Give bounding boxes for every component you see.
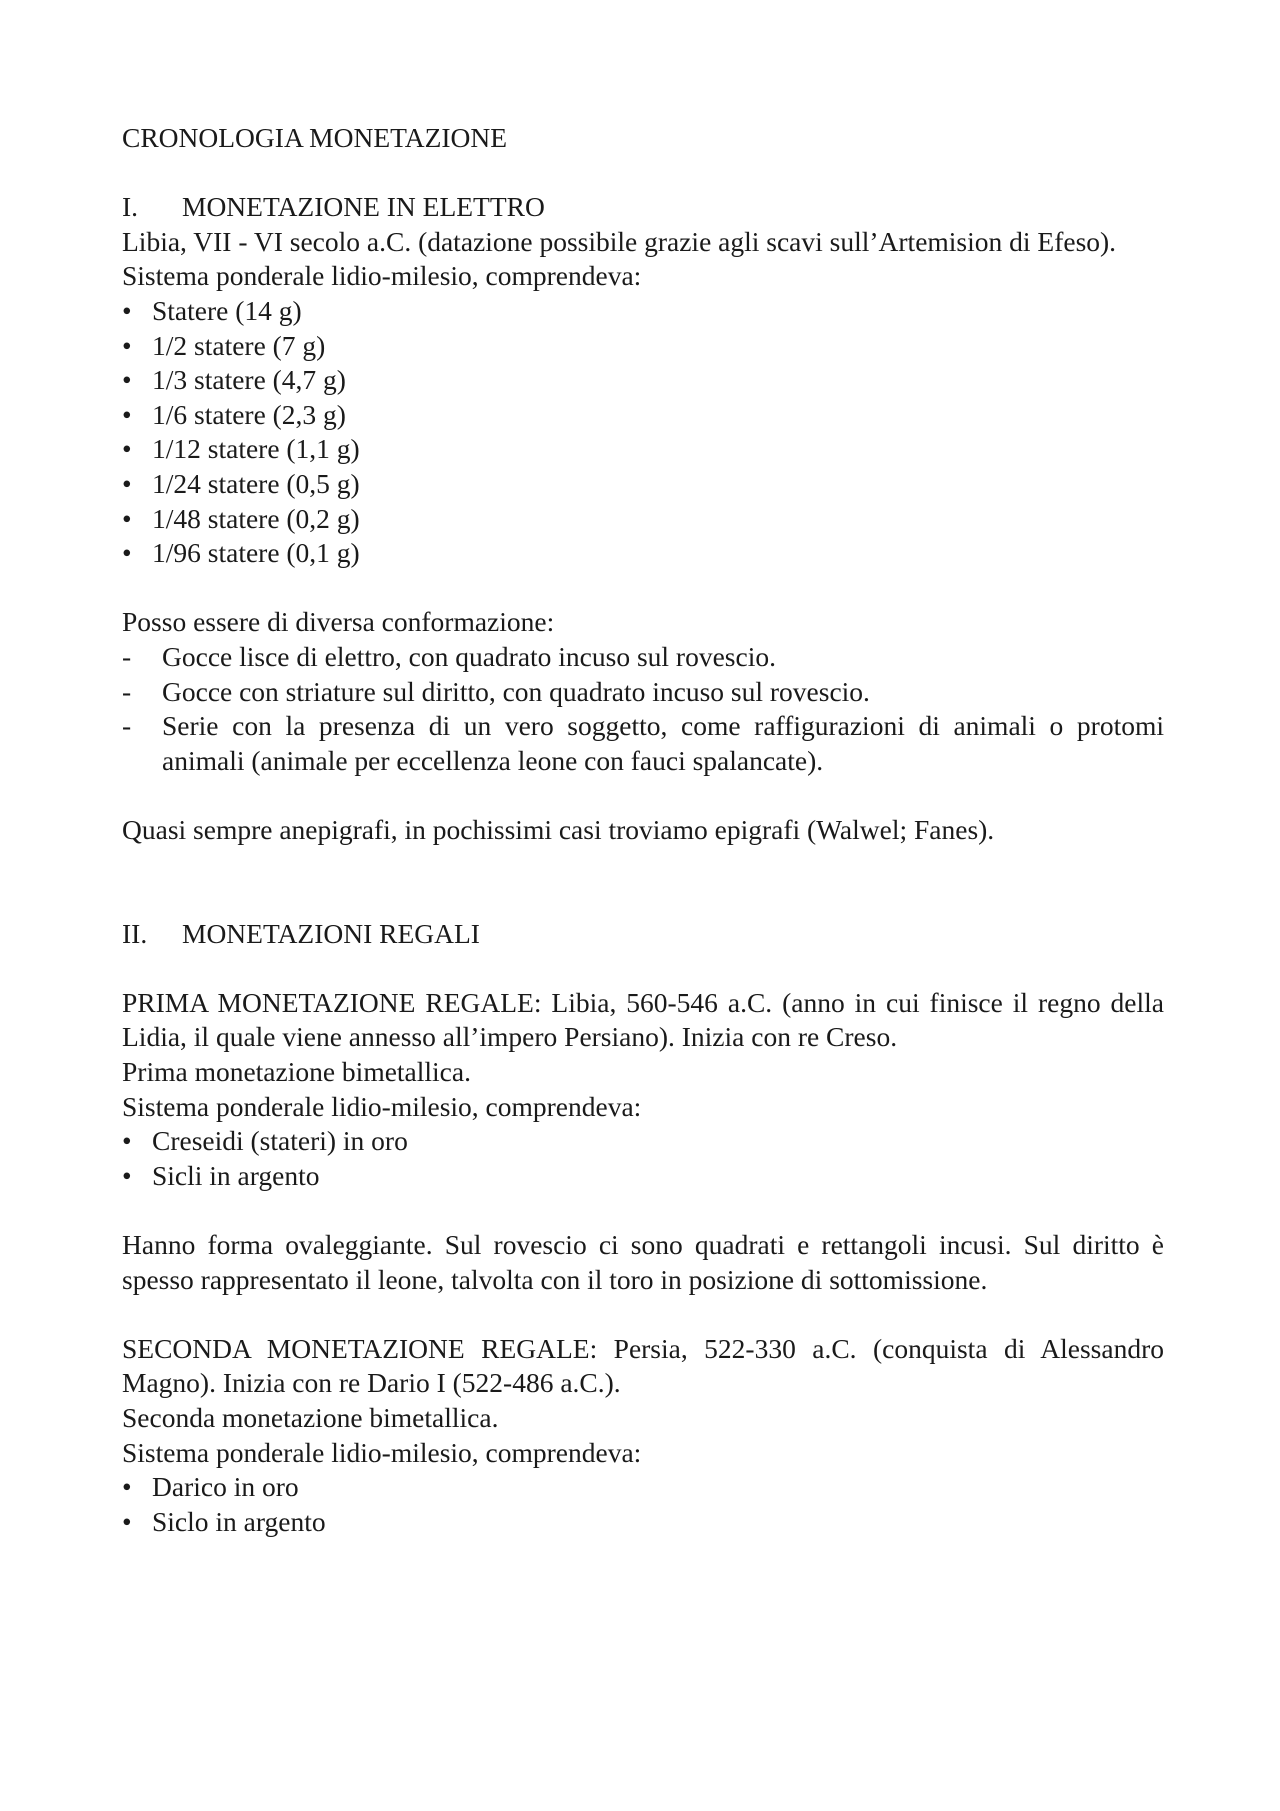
list-item: • 1/3 statere (4,7 g) (122, 363, 1164, 398)
first-regal-description: Hanno forma ovaleggiante. Sul rovescio ci sono quadrati e rettangoli incusi. Sul diritto è spesso rappresentato il leone, talvolta con il toro in posizione di sottomissione. (122, 1229, 1164, 1295)
second-bimetal: Seconda monetazione bimetallica. (122, 1401, 499, 1433)
list-item: • Creseidi (stateri) in oro (122, 1124, 1164, 1159)
list-item: • 1/48 statere (0,2 g) (122, 502, 1164, 537)
shapes-list (122, 640, 1164, 778)
section-intro: Libia, VII - VI secolo a.C. (datazione possibile grazie agli scavi sull’Artemision di Efeso). (122, 225, 1117, 257)
weight-system: Sistema ponderale lidio-milesio, comprendeva: (122, 1090, 642, 1122)
dash-marker: - (122, 710, 132, 742)
bullet-marker: • (122, 364, 132, 396)
list-item: • 1/6 statere (2,3 g) (122, 398, 1164, 433)
bullet-marker: • (122, 329, 132, 361)
dash-marker: - (122, 675, 132, 707)
weight-system: Sistema ponderale lidio-milesio, comprendeva: (122, 1436, 642, 1468)
list-item: • Sicli in argento (122, 1159, 1164, 1194)
first-regal-lead: PRIMA MONETAZIONE REGALE: Libia, 560-546 a.C. (anno in cui finisce il regno della Lidia, il quale viene annesso all’impero Persiano). Inizia con re Creso. (122, 986, 1164, 1053)
list-item: - Serie con la presenza di un vero soggetto, come raffigurazioni di animali o protomi animali (animale per eccellenza leone con fauci spalancate). (122, 710, 1164, 776)
dash-marker: - (122, 640, 132, 672)
bullet-marker: • (122, 1471, 132, 1503)
shapes-intro: Posso essere di diversa conformazione: (122, 606, 555, 638)
list-item: • Darico in oro (122, 1470, 1164, 1505)
second-regal-lead: SECONDA MONETAZIONE REGALE: Persia, 522-330 a.C. (conquista di Alessandro Magno). Inizia con re Dario I (522-486 a.C.). (122, 1332, 1164, 1399)
denomination-list (122, 294, 1164, 571)
weight-system: Sistema ponderale lidio-milesio, comprendeva: (122, 260, 642, 292)
first-bimetal: Prima monetazione bimetallica. (122, 1056, 471, 1088)
second-coin-list (122, 1470, 1164, 1539)
list-item: • 1/2 statere (7 g) (122, 329, 1164, 364)
section-title: MONETAZIONE IN ELETTRO (182, 191, 545, 223)
bullet-marker: • (122, 467, 132, 499)
bullet-marker: • (122, 1159, 132, 1191)
bullet-marker: • (122, 1505, 132, 1537)
bullet-marker: • (122, 1125, 132, 1157)
section-note: Quasi sempre anepigrafi, in pochissimi casi troviamo epigrafi (Walwel; Fanes). (122, 813, 995, 845)
first-coin-list (122, 1124, 1164, 1193)
bullet-marker: • (122, 433, 132, 465)
bullet-marker: • (122, 502, 132, 534)
section-heading-2 (122, 917, 1164, 952)
list-item: • 1/24 statere (0,5 g) (122, 467, 1164, 502)
list-item: • 1/96 statere (0,1 g) (122, 536, 1164, 571)
section-number: I. (122, 191, 139, 223)
section-title: MONETAZIONI REGALI (182, 917, 480, 949)
bullet-marker: • (122, 294, 132, 326)
list-item: • Siclo in argento (122, 1505, 1164, 1540)
document-page (122, 121, 1164, 1539)
list-item: • Statere (14 g) (122, 294, 1164, 329)
document-title: CRONOLOGIA MONETAZIONE (122, 122, 508, 153)
list-item: - Gocce lisce di elettro, con quadrato incuso sul rovescio. (122, 640, 1164, 675)
list-item: • 1/12 statere (1,1 g) (122, 432, 1164, 467)
section-number: II. (122, 917, 148, 949)
list-item: - Gocce con striature sul diritto, con quadrato incuso sul rovescio. (122, 675, 1164, 710)
section-heading-1 (122, 190, 1164, 225)
bullet-marker: • (122, 398, 132, 430)
bullet-marker: • (122, 537, 132, 569)
